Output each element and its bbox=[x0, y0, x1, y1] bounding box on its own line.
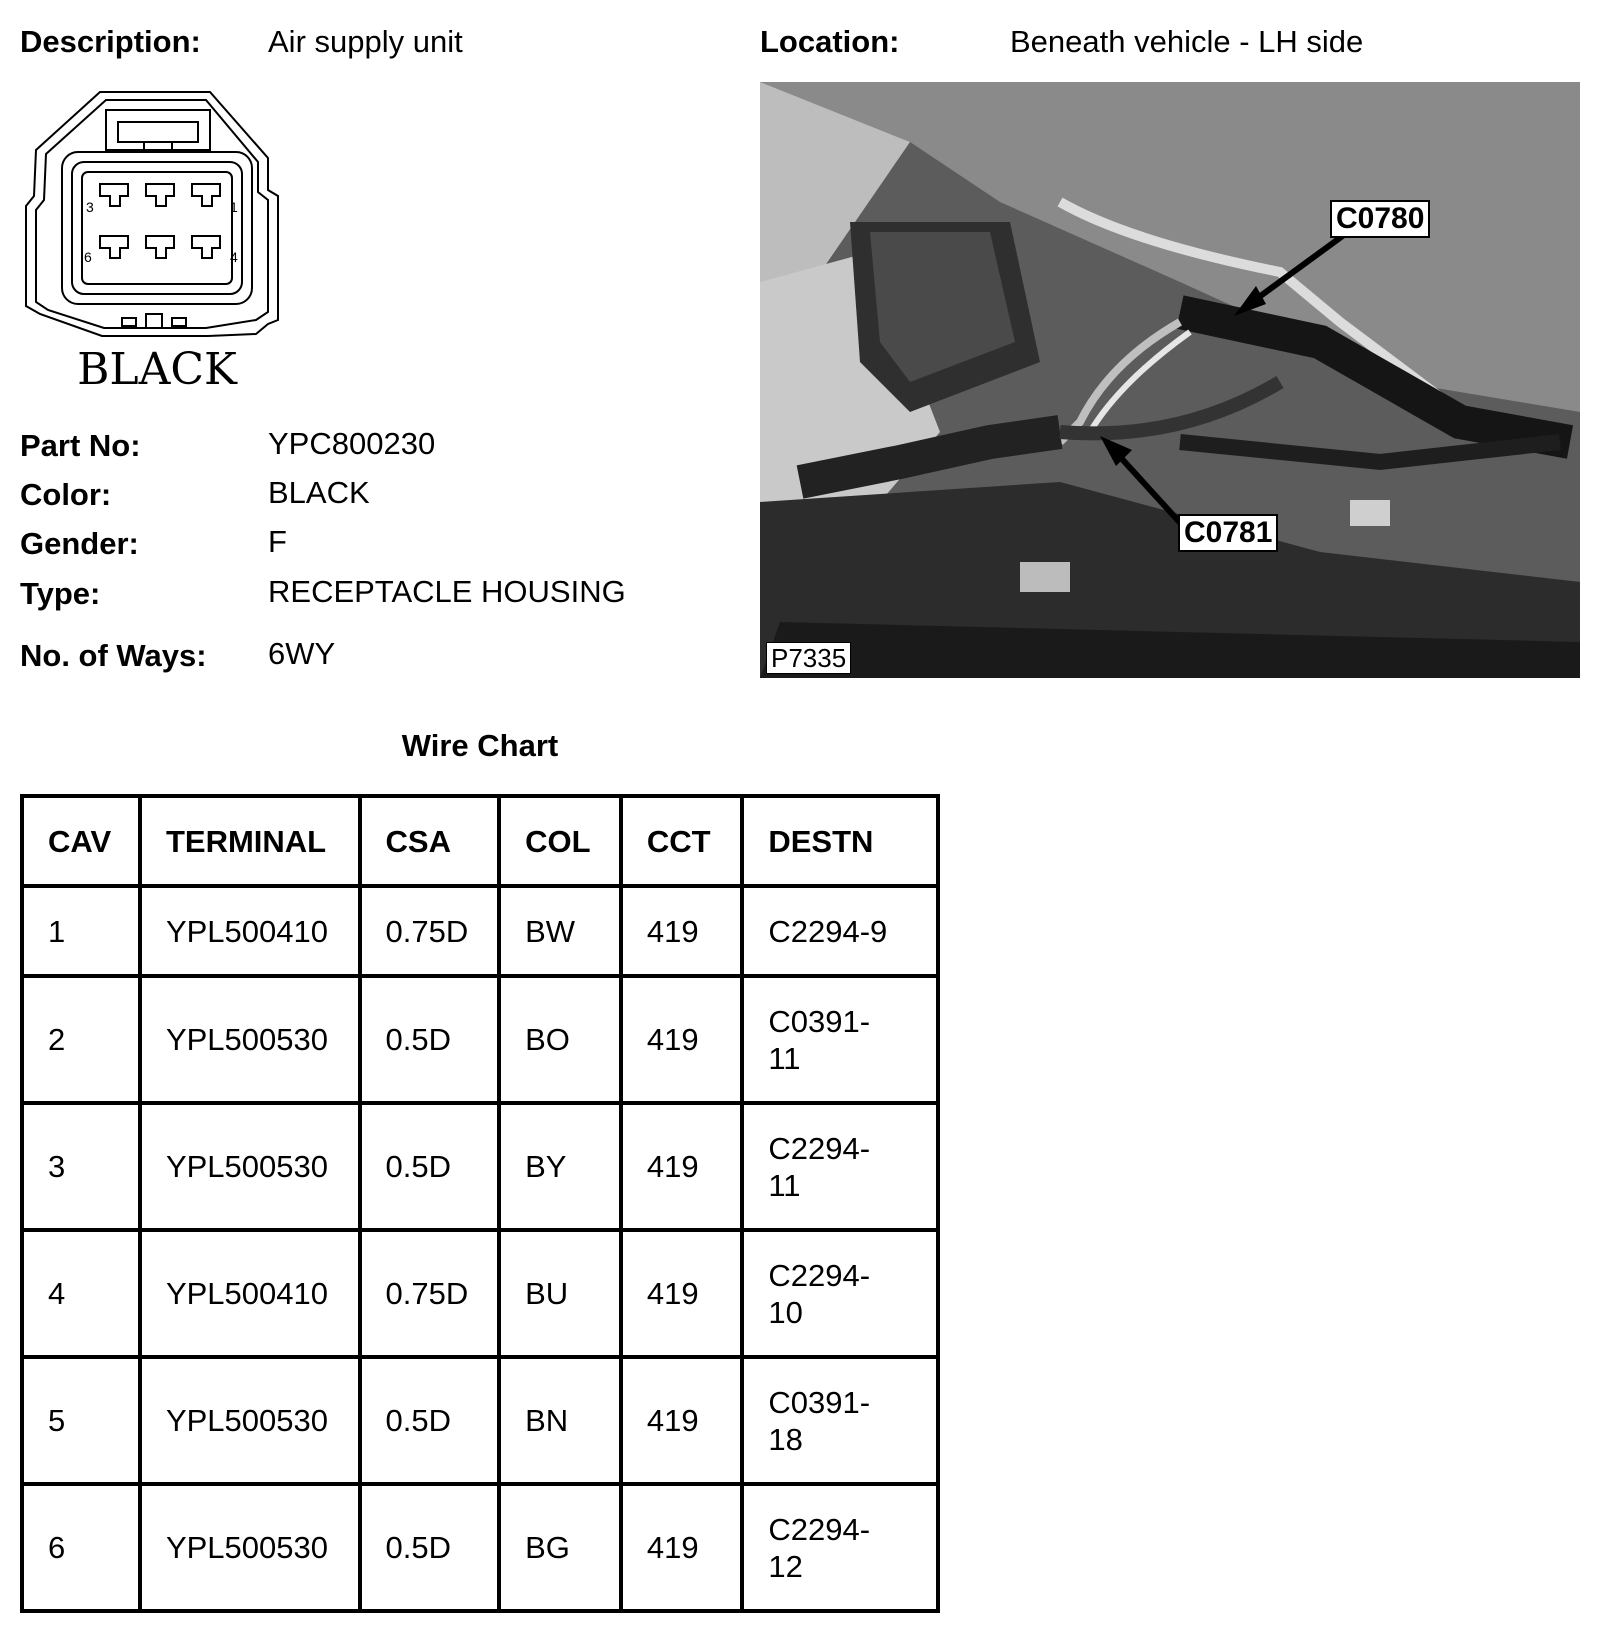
header-col: COL bbox=[499, 796, 621, 886]
description-value: Air supply unit bbox=[268, 24, 463, 59]
description-label: Description: bbox=[20, 24, 201, 59]
table-row bbox=[22, 1357, 938, 1484]
cell-col: BY bbox=[499, 1103, 621, 1230]
type-value: RECEPTACLE HOUSING bbox=[268, 574, 626, 609]
cell-cav: 1 bbox=[22, 886, 140, 976]
cell-destn: C2294-9 bbox=[742, 886, 938, 976]
gender-value: F bbox=[268, 524, 287, 559]
cell-destn bbox=[742, 1230, 938, 1357]
part-no-label: Part No: bbox=[20, 428, 141, 463]
table-row bbox=[22, 1484, 938, 1611]
cell-csa: 0.5D bbox=[360, 1103, 500, 1230]
cavity-number-6: 6 bbox=[84, 249, 92, 265]
cell-col: BO bbox=[499, 976, 621, 1103]
type-label: Type: bbox=[20, 576, 101, 611]
destn-text: C0391-11 bbox=[768, 1003, 871, 1076]
header-cct: CCT bbox=[621, 796, 743, 886]
header-cav: CAV bbox=[22, 796, 140, 886]
table-header-row bbox=[22, 796, 938, 886]
cell-destn bbox=[742, 1103, 938, 1230]
cell-cav: 2 bbox=[22, 976, 140, 1103]
ways-label: No. of Ways: bbox=[20, 638, 207, 673]
destn-text: C2294-12 bbox=[768, 1511, 871, 1584]
cell-cav: 5 bbox=[22, 1357, 140, 1484]
cell-destn bbox=[742, 976, 938, 1103]
part-no-value: YPC800230 bbox=[268, 426, 436, 461]
cell-csa: 0.5D bbox=[360, 1357, 500, 1484]
cell-terminal: YPL500410 bbox=[140, 1230, 360, 1357]
cell-destn bbox=[742, 1357, 938, 1484]
connector-face-diagram bbox=[22, 88, 292, 398]
cell-cct: 419 bbox=[621, 1484, 743, 1611]
destn-text: C0391-18 bbox=[768, 1384, 871, 1457]
cell-terminal: YPL500530 bbox=[140, 976, 360, 1103]
cell-csa: 0.75D bbox=[360, 886, 500, 976]
cell-cct: 419 bbox=[621, 1230, 743, 1357]
cell-cav: 6 bbox=[22, 1484, 140, 1611]
photo-id: P7335 bbox=[766, 642, 851, 674]
header-csa: CSA bbox=[360, 796, 500, 886]
location-photo bbox=[760, 82, 1580, 678]
cell-terminal: YPL500530 bbox=[140, 1357, 360, 1484]
color-value: BLACK bbox=[268, 475, 370, 510]
location-label: Location: bbox=[760, 24, 900, 59]
cavity-number-4: 4 bbox=[230, 249, 238, 265]
header-destn: DESTN bbox=[742, 796, 938, 886]
cell-cct: 419 bbox=[621, 976, 743, 1103]
cavity-number-3: 3 bbox=[86, 199, 94, 215]
callout-c0781: C0781 bbox=[1178, 514, 1278, 552]
cell-cav: 4 bbox=[22, 1230, 140, 1357]
callout-c0780: C0780 bbox=[1330, 200, 1430, 238]
cell-terminal: YPL500410 bbox=[140, 886, 360, 976]
destn-text: C2294-10 bbox=[768, 1257, 871, 1330]
location-value: Beneath vehicle - LH side bbox=[1010, 24, 1364, 59]
header-terminal: TERMINAL bbox=[140, 796, 360, 886]
table-row bbox=[22, 886, 938, 976]
wire-chart-table bbox=[20, 794, 940, 1613]
gender-label: Gender: bbox=[20, 526, 139, 561]
connector-color-caption: BLACK bbox=[77, 344, 237, 395]
cell-cav: 3 bbox=[22, 1103, 140, 1230]
cell-col: BU bbox=[499, 1230, 621, 1357]
cell-col: BW bbox=[499, 886, 621, 976]
cell-cct: 419 bbox=[621, 886, 743, 976]
destn-text: C2294-11 bbox=[768, 1130, 871, 1203]
cell-csa: 0.75D bbox=[360, 1230, 500, 1357]
table-row bbox=[22, 1230, 938, 1357]
cell-terminal: YPL500530 bbox=[140, 1103, 360, 1230]
cell-csa: 0.5D bbox=[360, 1484, 500, 1611]
cell-destn bbox=[742, 1484, 938, 1611]
cell-terminal: YPL500530 bbox=[140, 1484, 360, 1611]
photo-illustration bbox=[760, 82, 1580, 678]
cell-col: BG bbox=[499, 1484, 621, 1611]
color-label: Color: bbox=[20, 477, 112, 512]
cell-col: BN bbox=[499, 1357, 621, 1484]
cavity-number-1: 1 bbox=[230, 199, 238, 215]
cell-cct: 419 bbox=[621, 1357, 743, 1484]
table-row bbox=[22, 976, 938, 1103]
cell-csa: 0.5D bbox=[360, 976, 500, 1103]
table-row bbox=[22, 1103, 938, 1230]
cell-cct: 419 bbox=[621, 1103, 743, 1230]
wire-chart-title: Wire Chart bbox=[401, 728, 559, 763]
ways-value: 6WY bbox=[268, 636, 336, 671]
